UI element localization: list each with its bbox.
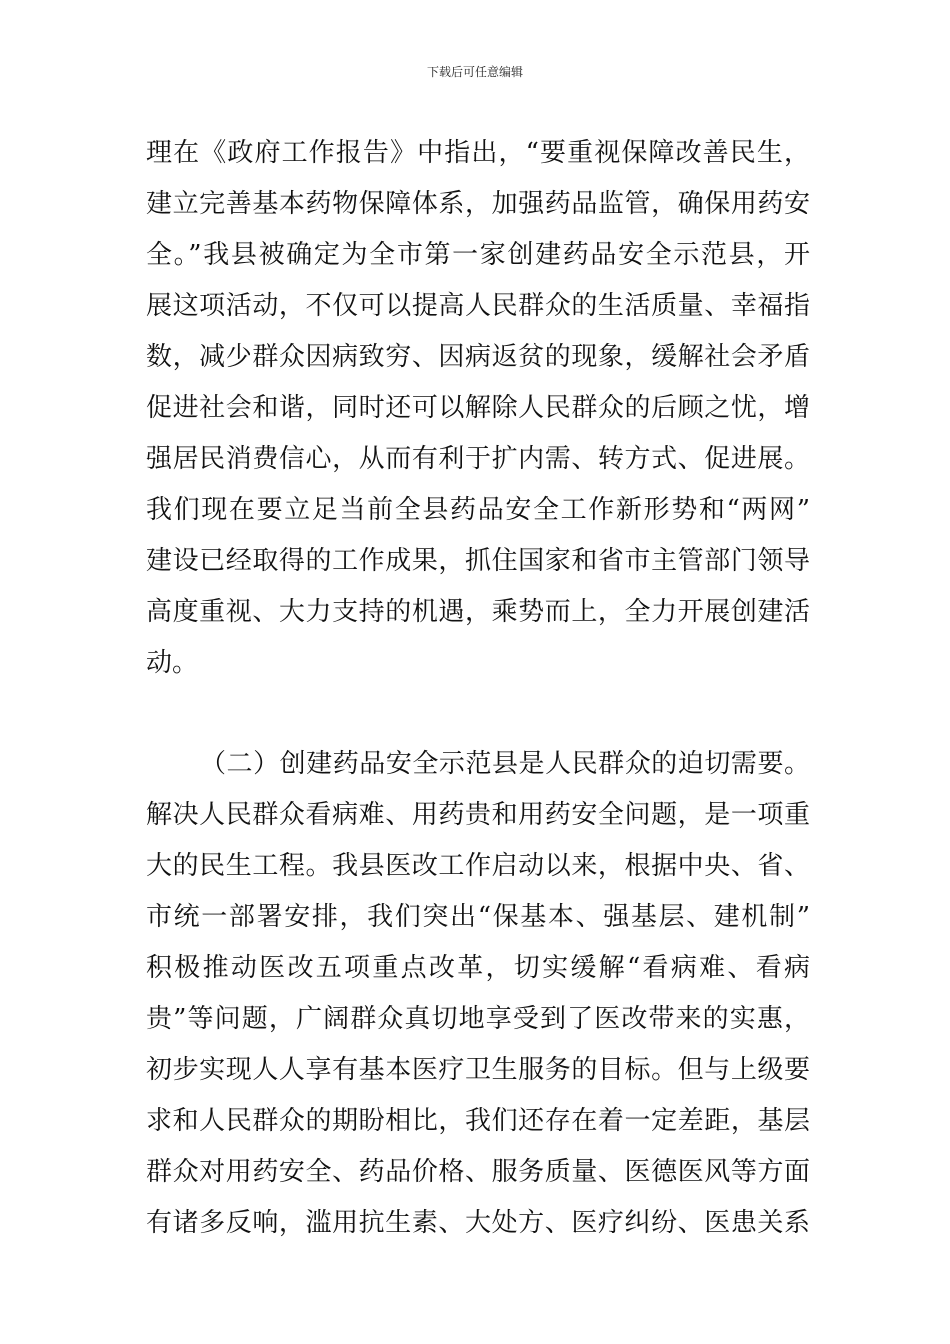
text-line: 建立完善基本药物保障体系，加强药品监管，确保用药安: [146, 189, 810, 219]
paragraph-2: [146, 739, 810, 1249]
text-line: 解决人民群众看病难、用药贵和用药安全问题，是一项重: [146, 800, 810, 830]
text-line: 展这项活动，不仅可以提高人民群众的生活质量、幸福指: [146, 291, 810, 321]
text-line: 理在《政府工作报告》中指出，“要重视保障改善民生，: [146, 138, 810, 168]
text-line: 动。: [146, 648, 199, 678]
text-line: 建设已经取得的工作成果，抓住国家和省市主管部门领导: [146, 546, 810, 576]
paragraph-1: [146, 128, 810, 689]
text-line: 积极推动医改五项重点改革，切实缓解“看病难、看病: [146, 953, 810, 983]
text-line: 初步实现人人享有基本医疗卫生服务的目标。但与上级要: [146, 1055, 810, 1085]
text-line: 市统一部署安排，我们突出“保基本、强基层、建机制”: [146, 902, 810, 932]
text-line: 贵”等问题，广阔群众真切地享受到了医改带来的实惠，: [146, 1004, 810, 1034]
text-line: 求和人民群众的期盼相比，我们还存在着一定差距，基层: [146, 1106, 810, 1136]
text-line: 群众对用药安全、药品价格、服务质量、医德医风等方面: [146, 1157, 810, 1187]
text-line: 高度重视、大力支持的机遇，乘势而上，全力开展创建活: [146, 597, 810, 627]
page-header-note: 下载后可任意编辑: [426, 65, 523, 79]
text-line: 数，减少群众因病致穷、因病返贫的现象，缓解社会矛盾: [146, 342, 810, 372]
text-line: 我们现在要立足当前全县药品安全工作新形势和“两网”: [146, 495, 810, 525]
text-line: 大的民生工程。我县医改工作启动以来，根据中央、省、: [146, 851, 810, 881]
text-line-indented: （二）创建药品安全示范县是人民群众的迫切需要。: [200, 749, 810, 779]
document-body: [146, 128, 810, 1249]
paragraph-gap: [146, 689, 810, 739]
text-line: 全。”我县被确定为全市第一家创建药品安全示范县，开: [146, 240, 810, 270]
text-line: 有诸多反响，滥用抗生素、大处方、医疗纠纷、医患关系: [146, 1208, 810, 1238]
text-line: 促进社会和谐，同时还可以解除人民群众的后顾之忧，增: [146, 393, 810, 423]
text-line: 强居民消费信心，从而有利于扩内需、转方式、促进展。: [146, 444, 810, 474]
